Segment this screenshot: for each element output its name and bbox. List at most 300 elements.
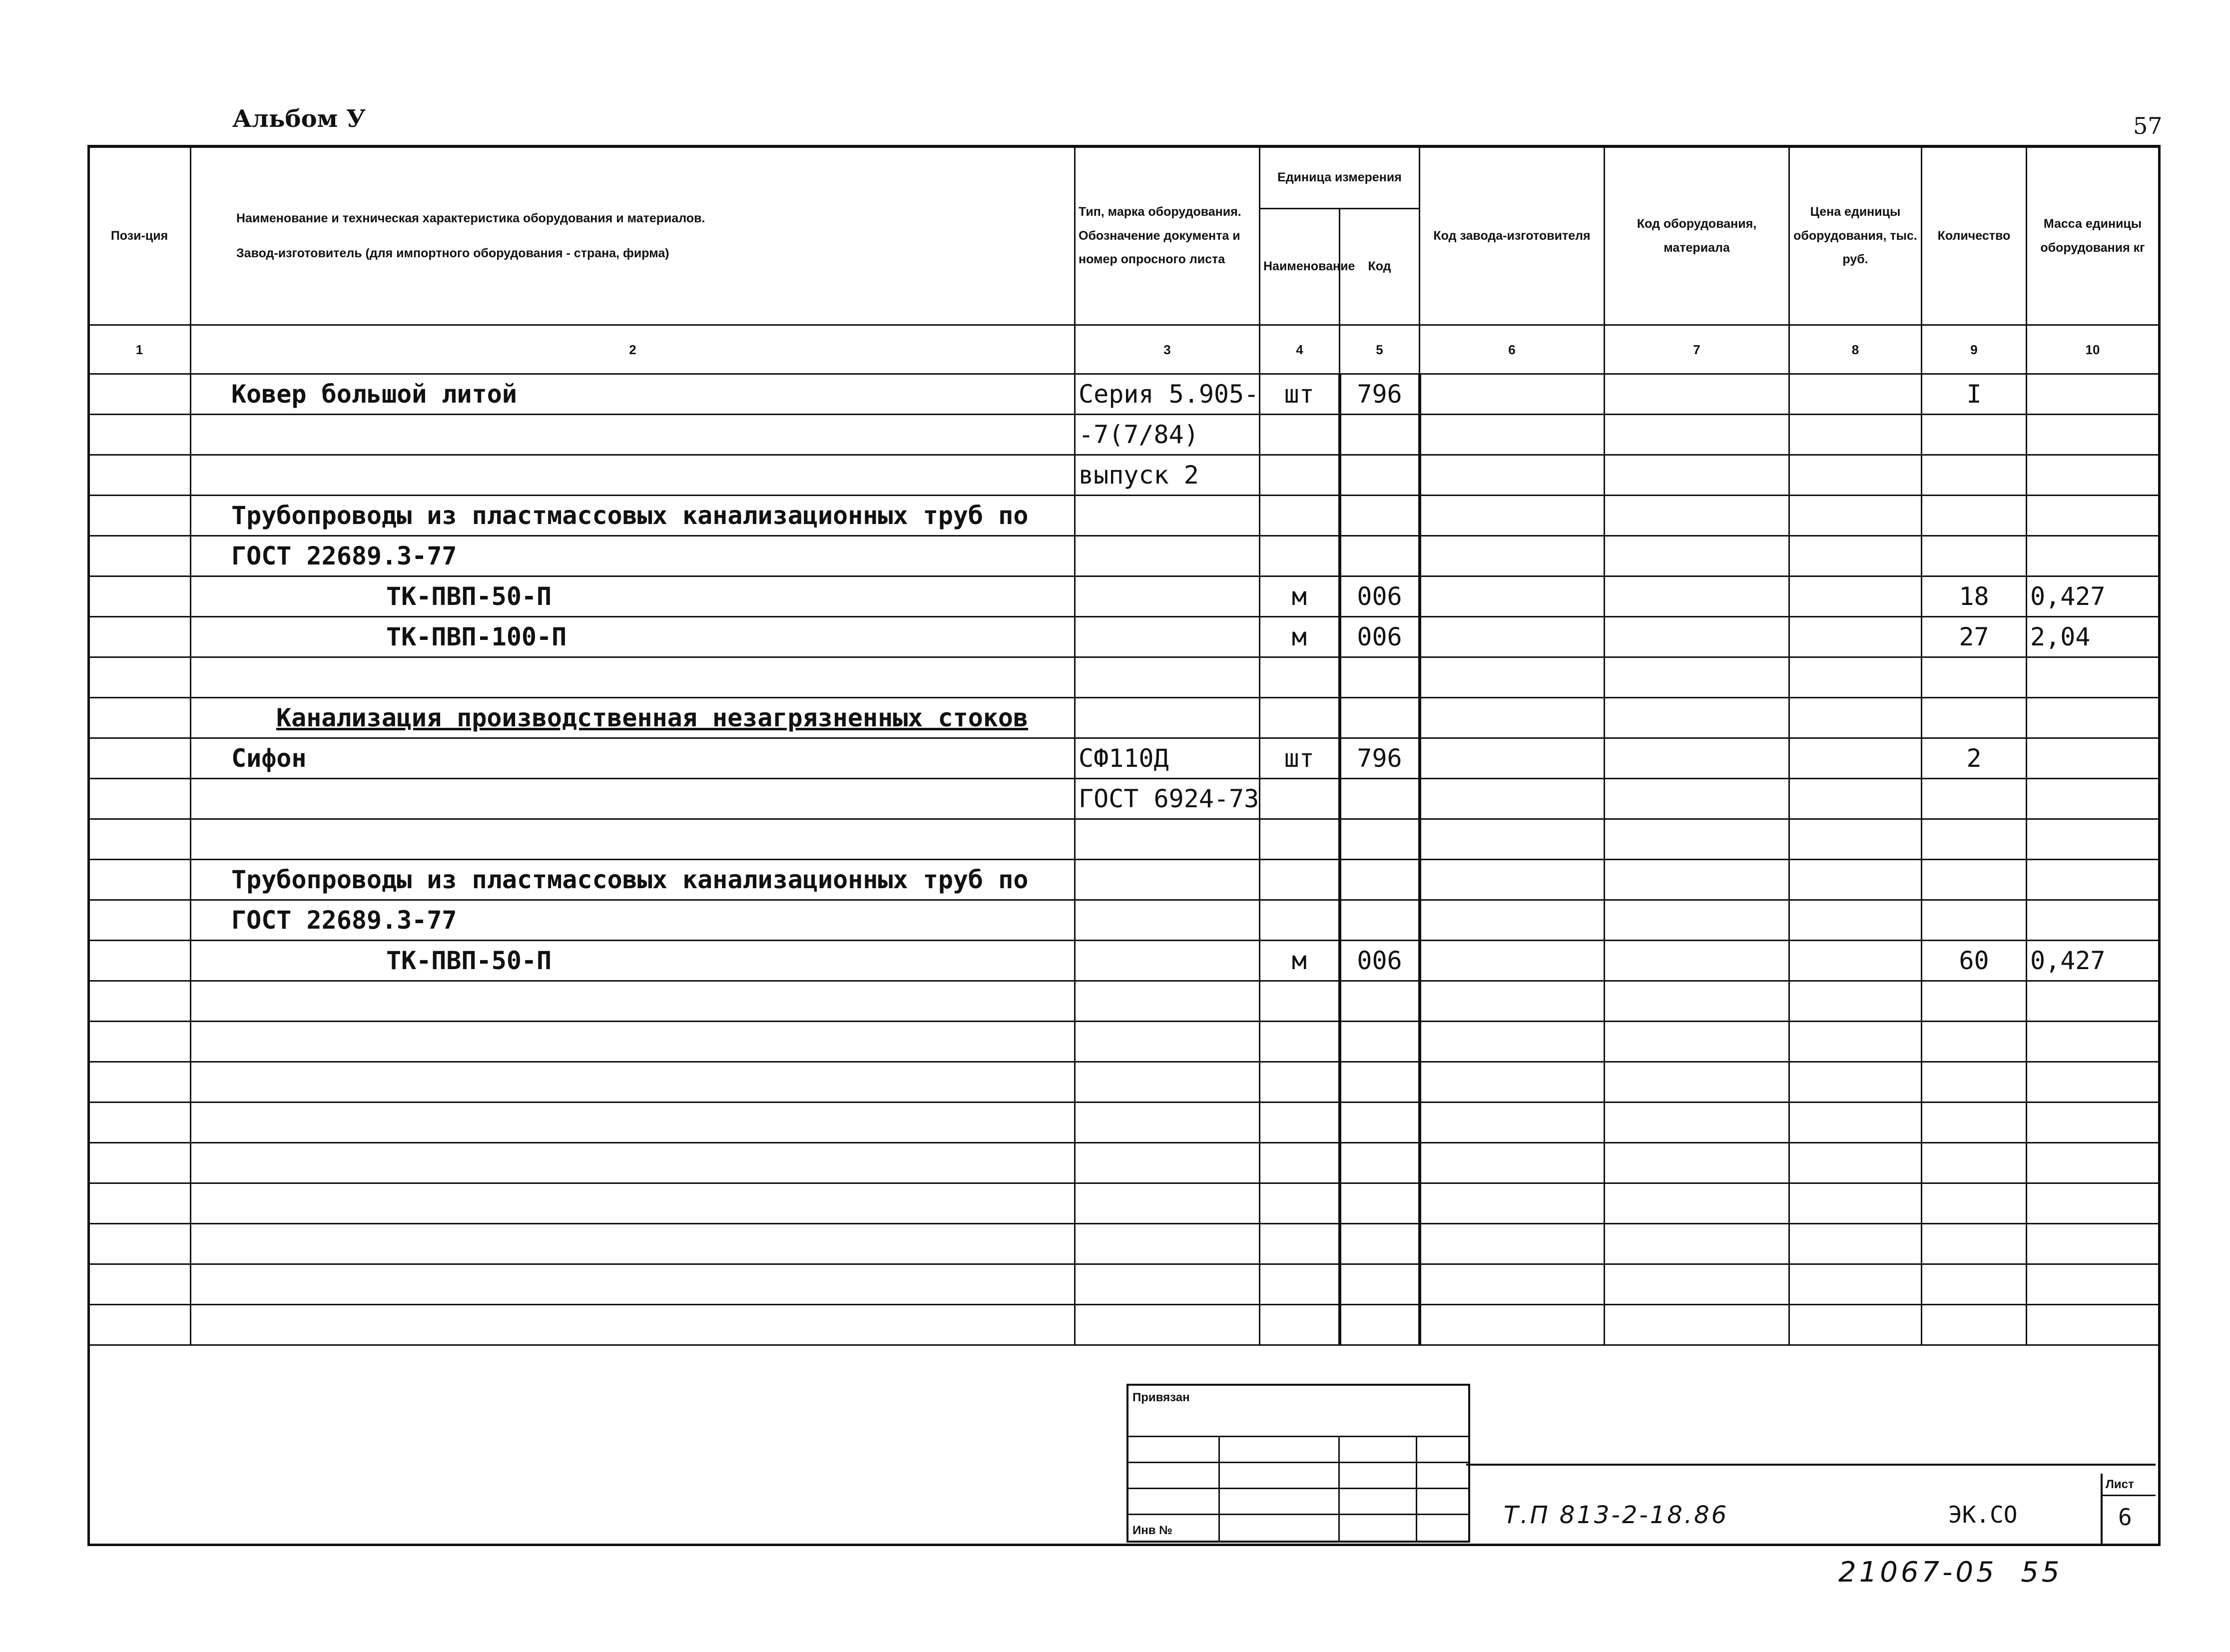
cell-quantity xyxy=(1922,1183,2027,1224)
cell-unit-code: 006 xyxy=(1340,617,1420,657)
cell-type xyxy=(1075,1224,1260,1264)
cell-name xyxy=(191,1264,1075,1305)
cell-quantity: 60 xyxy=(1922,941,2027,981)
cell-name: ГОСТ 22689.3-77 xyxy=(191,900,1075,941)
cell-name: Сифон xyxy=(191,738,1075,779)
cell-type: ГОСТ 6924-73 xyxy=(1075,779,1260,819)
cell-name: Канализация производственная незагрязненных стоков xyxy=(191,698,1075,738)
col-header-unit-code: Код xyxy=(1340,209,1420,325)
cell-mass xyxy=(2027,779,2159,819)
table-row xyxy=(88,941,2159,981)
cell-factory-code xyxy=(1420,900,1605,941)
header-row-1 xyxy=(88,146,2159,209)
approval-stamp xyxy=(1126,1384,1470,1543)
cell-name xyxy=(191,779,1075,819)
col-number: 5 xyxy=(1340,325,1420,374)
cell-unit xyxy=(1260,1143,1340,1183)
cell-price xyxy=(1789,576,1922,617)
cell-mass xyxy=(2027,698,2159,738)
cell-position xyxy=(88,657,191,698)
cell-equipment-code xyxy=(1605,698,1789,738)
cell-factory-code xyxy=(1420,1224,1605,1264)
cell-price xyxy=(1789,657,1922,698)
cell-unit xyxy=(1260,455,1340,496)
cell-unit xyxy=(1260,1022,1340,1062)
cell-type xyxy=(1075,496,1260,536)
table-row xyxy=(88,415,2159,455)
cell-price xyxy=(1789,415,1922,455)
cell-type: выпуск 2 xyxy=(1075,455,1260,496)
col-header-equipment-code: Код оборудования, материала xyxy=(1605,146,1789,325)
cell-factory-code xyxy=(1420,779,1605,819)
col-header-factory-code: Код завода-изготовителя xyxy=(1420,146,1605,325)
cell-price xyxy=(1789,860,1922,900)
cell-unit-code xyxy=(1340,1022,1420,1062)
cell-mass xyxy=(2027,1224,2159,1264)
cell-quantity: I xyxy=(1922,374,2027,415)
cell-unit-code xyxy=(1340,1305,1420,1345)
cell-position xyxy=(88,617,191,657)
cell-name xyxy=(191,1062,1075,1102)
cell-unit xyxy=(1260,860,1340,900)
cell-equipment-code xyxy=(1605,1143,1789,1183)
col-number: 2 xyxy=(191,325,1075,374)
cell-type: Серия 5.905- xyxy=(1075,374,1260,415)
cell-position xyxy=(88,455,191,496)
cell-name xyxy=(191,1143,1075,1183)
cell-factory-code xyxy=(1420,1183,1605,1224)
cell-equipment-code xyxy=(1605,415,1789,455)
cell-unit: шт xyxy=(1260,374,1340,415)
cell-price xyxy=(1789,1305,1922,1345)
cell-price xyxy=(1789,1264,1922,1305)
cell-unit-code xyxy=(1340,981,1420,1022)
cell-equipment-code xyxy=(1605,536,1789,576)
cell-quantity xyxy=(1922,819,2027,860)
cell-equipment-code xyxy=(1605,1264,1789,1305)
cell-name: ТК-ПВП-50-П xyxy=(191,576,1075,617)
col-header-type: Тип, марка оборудования. Обозначение документа и номер опросного листа xyxy=(1075,146,1260,325)
table-row xyxy=(88,900,2159,941)
cell-position xyxy=(88,1305,191,1345)
sheet-label: Лист xyxy=(2106,1478,2134,1491)
cell-unit-code xyxy=(1340,455,1420,496)
cell-position xyxy=(88,698,191,738)
cell-unit xyxy=(1260,1102,1340,1143)
stamp-divider xyxy=(1338,1436,1340,1541)
cell-unit-code xyxy=(1340,1062,1420,1102)
table-row xyxy=(88,1305,2159,1345)
cell-type xyxy=(1075,1022,1260,1062)
cell-type xyxy=(1075,1102,1260,1143)
cell-quantity xyxy=(1922,536,2027,576)
cell-price xyxy=(1789,779,1922,819)
cell-factory-code xyxy=(1420,657,1605,698)
cell-unit-code xyxy=(1340,1143,1420,1183)
cell-mass xyxy=(2027,657,2159,698)
cell-name xyxy=(191,1305,1075,1345)
cell-price xyxy=(1789,941,1922,981)
cell-type xyxy=(1075,1183,1260,1224)
table-row xyxy=(88,698,2159,738)
cell-type: СФ110Д xyxy=(1075,738,1260,779)
col-number: 3 xyxy=(1075,325,1260,374)
cell-type xyxy=(1075,1062,1260,1102)
cell-quantity xyxy=(1922,496,2027,536)
cell-unit xyxy=(1260,819,1340,860)
table-row xyxy=(88,536,2159,576)
table-row xyxy=(88,860,2159,900)
cell-type xyxy=(1075,617,1260,657)
cell-unit xyxy=(1260,536,1340,576)
cell-factory-code xyxy=(1420,698,1605,738)
cell-mass xyxy=(2027,415,2159,455)
col-number: 9 xyxy=(1922,325,2027,374)
cell-unit xyxy=(1260,1224,1340,1264)
cell-quantity xyxy=(1922,779,2027,819)
cell-type xyxy=(1075,819,1260,860)
table-row xyxy=(88,1224,2159,1264)
document-code: Т.П 813-2-18.86 xyxy=(1504,1501,1729,1529)
cell-position xyxy=(88,536,191,576)
cell-unit-code: 006 xyxy=(1340,941,1420,981)
archive-code: 21067-05 xyxy=(1838,1556,1997,1589)
cell-unit xyxy=(1260,981,1340,1022)
col-number: 10 xyxy=(2027,325,2159,374)
cell-unit: шт xyxy=(1260,738,1340,779)
cell-quantity: 2 xyxy=(1922,738,2027,779)
cell-position xyxy=(88,374,191,415)
cell-equipment-code xyxy=(1605,738,1789,779)
cell-unit xyxy=(1260,698,1340,738)
cell-unit-code xyxy=(1340,1183,1420,1224)
cell-quantity xyxy=(1922,1224,2027,1264)
cell-type xyxy=(1075,900,1260,941)
cell-factory-code xyxy=(1420,1305,1605,1345)
cell-equipment-code xyxy=(1605,1224,1789,1264)
stamp-divider xyxy=(1128,1436,1468,1437)
cell-equipment-code xyxy=(1605,374,1789,415)
cell-unit-code xyxy=(1340,415,1420,455)
cell-position xyxy=(88,779,191,819)
cell-name xyxy=(191,819,1075,860)
page-mark: 57 xyxy=(2133,112,2163,139)
cell-price xyxy=(1789,536,1922,576)
cell-quantity xyxy=(1922,1062,2027,1102)
cell-mass xyxy=(2027,981,2159,1022)
cell-name xyxy=(191,981,1075,1022)
table-row xyxy=(88,455,2159,496)
cell-mass xyxy=(2027,1022,2159,1062)
cell-unit-code xyxy=(1340,1102,1420,1143)
cell-equipment-code xyxy=(1605,819,1789,860)
cell-unit xyxy=(1260,900,1340,941)
cell-position xyxy=(88,941,191,981)
cell-type: -7(7/84) xyxy=(1075,415,1260,455)
cell-quantity xyxy=(1922,1143,2027,1183)
cell-price xyxy=(1789,1143,1922,1183)
cell-unit-code xyxy=(1340,860,1420,900)
cell-unit-code xyxy=(1340,779,1420,819)
cell-quantity xyxy=(1922,1022,2027,1062)
cell-price xyxy=(1789,1102,1922,1143)
cell-unit: м xyxy=(1260,617,1340,657)
cell-quantity xyxy=(1922,900,2027,941)
cell-type xyxy=(1075,657,1260,698)
cell-position xyxy=(88,981,191,1022)
cell-name: Ковер большой литой xyxy=(191,374,1075,415)
cell-factory-code xyxy=(1420,981,1605,1022)
cell-equipment-code xyxy=(1605,981,1789,1022)
table-row xyxy=(88,1183,2159,1224)
cell-position xyxy=(88,1224,191,1264)
cell-equipment-code xyxy=(1605,1062,1789,1102)
col-number: 7 xyxy=(1605,325,1789,374)
column-number-row xyxy=(88,325,2159,374)
cell-factory-code xyxy=(1420,415,1605,455)
cell-unit-code: 006 xyxy=(1340,576,1420,617)
col-header-name-line1: Наименование и техническая характеристика оборудования и материалов. xyxy=(236,211,705,225)
cell-quantity xyxy=(1922,657,2027,698)
album-title: Альбом У xyxy=(232,105,366,133)
cell-equipment-code xyxy=(1605,657,1789,698)
document-mark: ЭК.СО xyxy=(1948,1501,2018,1528)
cell-mass xyxy=(2027,536,2159,576)
cell-name xyxy=(191,1183,1075,1224)
cell-quantity xyxy=(1922,981,2027,1022)
table-row xyxy=(88,374,2159,415)
table-row xyxy=(88,1143,2159,1183)
cell-unit xyxy=(1260,1183,1340,1224)
table-row xyxy=(88,576,2159,617)
cell-factory-code xyxy=(1420,860,1605,900)
cell-price xyxy=(1789,374,1922,415)
cell-equipment-code xyxy=(1605,1183,1789,1224)
cell-mass xyxy=(2027,1102,2159,1143)
cell-mass xyxy=(2027,1305,2159,1345)
col-header-unit-name: Наименование xyxy=(1260,209,1340,325)
cell-name: ГОСТ 22689.3-77 xyxy=(191,536,1075,576)
cell-unit xyxy=(1260,1264,1340,1305)
cell-position xyxy=(88,1022,191,1062)
cell-equipment-code xyxy=(1605,900,1789,941)
cell-type xyxy=(1075,941,1260,981)
cell-factory-code xyxy=(1420,536,1605,576)
cell-unit xyxy=(1260,496,1340,536)
cell-factory-code xyxy=(1420,374,1605,415)
table-row xyxy=(88,981,2159,1022)
cell-equipment-code xyxy=(1605,860,1789,900)
stamp-divider xyxy=(1128,1462,1468,1463)
table-row xyxy=(88,1102,2159,1143)
cell-unit xyxy=(1260,415,1340,455)
cell-price xyxy=(1789,1224,1922,1264)
archive-page: 55 xyxy=(2021,1556,2063,1589)
sheet-box-divider xyxy=(2101,1495,2156,1496)
cell-quantity xyxy=(1922,1264,2027,1305)
cell-position xyxy=(88,819,191,860)
cell-unit-code: 796 xyxy=(1340,374,1420,415)
cell-position xyxy=(88,1102,191,1143)
cell-factory-code xyxy=(1420,819,1605,860)
cell-unit-code xyxy=(1340,496,1420,536)
cell-unit-code xyxy=(1340,657,1420,698)
col-header-name-line2: Завод-изготовитель (для импортного оборудования - страна, фирма) xyxy=(236,246,669,260)
cell-factory-code xyxy=(1420,1143,1605,1183)
cell-quantity xyxy=(1922,1305,2027,1345)
cell-unit-code xyxy=(1340,819,1420,860)
stamp-divider xyxy=(1128,1514,1468,1515)
cell-name xyxy=(191,1022,1075,1062)
cell-price xyxy=(1789,819,1922,860)
cell-price xyxy=(1789,1022,1922,1062)
col-number: 8 xyxy=(1789,325,1922,374)
cell-mass: 0,427 xyxy=(2027,941,2159,981)
cell-mass xyxy=(2027,455,2159,496)
col-header-quantity: Количество xyxy=(1922,146,2027,325)
cell-name xyxy=(191,657,1075,698)
cell-equipment-code xyxy=(1605,455,1789,496)
cell-factory-code xyxy=(1420,1022,1605,1062)
cell-quantity: 18 xyxy=(1922,576,2027,617)
cell-name: Трубопроводы из пластмассовых канализационных труб по xyxy=(191,860,1075,900)
cell-factory-code xyxy=(1420,1264,1605,1305)
cell-type xyxy=(1075,1143,1260,1183)
cell-mass xyxy=(2027,819,2159,860)
cell-factory-code xyxy=(1420,496,1605,536)
cell-mass xyxy=(2027,496,2159,536)
cell-name xyxy=(191,455,1075,496)
table-row xyxy=(88,1264,2159,1305)
cell-position xyxy=(88,900,191,941)
col-number: 1 xyxy=(88,325,191,374)
cell-equipment-code xyxy=(1605,576,1789,617)
cell-unit-code xyxy=(1340,900,1420,941)
cell-factory-code xyxy=(1420,455,1605,496)
cell-equipment-code xyxy=(1605,1102,1789,1143)
cell-mass xyxy=(2027,900,2159,941)
cell-unit xyxy=(1260,657,1340,698)
cell-mass xyxy=(2027,738,2159,779)
stamp-attached-label: Привязан xyxy=(1132,1391,1190,1404)
col-header-name xyxy=(191,146,1075,325)
cell-mass xyxy=(2027,1143,2159,1183)
cell-position xyxy=(88,1062,191,1102)
cell-unit-code xyxy=(1340,698,1420,738)
cell-type xyxy=(1075,981,1260,1022)
cell-factory-code xyxy=(1420,1062,1605,1102)
cell-equipment-code xyxy=(1605,1022,1789,1062)
cell-mass xyxy=(2027,1183,2159,1224)
cell-factory-code xyxy=(1420,738,1605,779)
cell-factory-code xyxy=(1420,617,1605,657)
stamp-divider xyxy=(1128,1488,1468,1489)
cell-name: ТК-ПВП-100-П xyxy=(191,617,1075,657)
cell-unit-code xyxy=(1340,1264,1420,1305)
cell-mass xyxy=(2027,374,2159,415)
cell-unit: м xyxy=(1260,941,1340,981)
col-header-price: Цена единицы оборудования, тыс. руб. xyxy=(1789,146,1922,325)
cell-quantity xyxy=(1922,415,2027,455)
cell-unit: м xyxy=(1260,576,1340,617)
cell-price xyxy=(1789,1183,1922,1224)
cell-type xyxy=(1075,576,1260,617)
cell-position xyxy=(88,738,191,779)
table-row xyxy=(88,1022,2159,1062)
stamp-inventory-label: Инв № xyxy=(1132,1524,1172,1537)
cell-position xyxy=(88,415,191,455)
cell-position xyxy=(88,1183,191,1224)
cell-price xyxy=(1789,698,1922,738)
cell-mass: 2,04 xyxy=(2027,617,2159,657)
cell-unit xyxy=(1260,1062,1340,1102)
cell-equipment-code xyxy=(1605,496,1789,536)
cell-type xyxy=(1075,860,1260,900)
cell-factory-code xyxy=(1420,576,1605,617)
cell-mass xyxy=(2027,1264,2159,1305)
cell-price xyxy=(1789,1062,1922,1102)
archive-number xyxy=(1838,1556,2062,1589)
cell-position xyxy=(88,860,191,900)
cell-price xyxy=(1789,496,1922,536)
cell-factory-code xyxy=(1420,1102,1605,1143)
cell-price xyxy=(1789,617,1922,657)
cell-position xyxy=(88,1264,191,1305)
cell-unit-code: 796 xyxy=(1340,738,1420,779)
cell-name: Трубопроводы из пластмассовых канализационных труб по xyxy=(191,496,1075,536)
cell-unit-code xyxy=(1340,536,1420,576)
stamp-divider xyxy=(1218,1436,1220,1541)
cell-position xyxy=(88,576,191,617)
cell-equipment-code xyxy=(1605,617,1789,657)
cell-unit xyxy=(1260,1305,1340,1345)
cell-quantity xyxy=(1922,860,2027,900)
cell-equipment-code xyxy=(1605,941,1789,981)
cell-equipment-code xyxy=(1605,779,1789,819)
cell-type xyxy=(1075,1305,1260,1345)
cell-type xyxy=(1075,536,1260,576)
cell-type xyxy=(1075,1264,1260,1305)
cell-factory-code xyxy=(1420,941,1605,981)
cell-position xyxy=(88,496,191,536)
cell-name xyxy=(191,415,1075,455)
cell-quantity xyxy=(1922,1102,2027,1143)
cell-mass xyxy=(2027,860,2159,900)
cell-name xyxy=(191,1224,1075,1264)
cell-mass: 0,427 xyxy=(2027,576,2159,617)
table-row xyxy=(88,617,2159,657)
cell-quantity xyxy=(1922,698,2027,738)
cell-quantity: 27 xyxy=(1922,617,2027,657)
table-row xyxy=(88,738,2159,779)
table-row xyxy=(88,496,2159,536)
table-row xyxy=(88,819,2159,860)
table-row xyxy=(88,657,2159,698)
cell-position xyxy=(88,1143,191,1183)
sheet-number: 6 xyxy=(2118,1504,2132,1531)
cell-price xyxy=(1789,738,1922,779)
cell-name xyxy=(191,1102,1075,1143)
specification-table xyxy=(87,145,2160,1346)
cell-unit-code xyxy=(1340,1224,1420,1264)
cell-price xyxy=(1789,981,1922,1022)
col-header-position: Пози-ция xyxy=(88,146,191,325)
cell-type xyxy=(1075,698,1260,738)
stamp-divider xyxy=(1416,1436,1417,1541)
cell-price xyxy=(1789,455,1922,496)
table-row xyxy=(88,1062,2159,1102)
cell-name: ТК-ПВП-50-П xyxy=(191,941,1075,981)
